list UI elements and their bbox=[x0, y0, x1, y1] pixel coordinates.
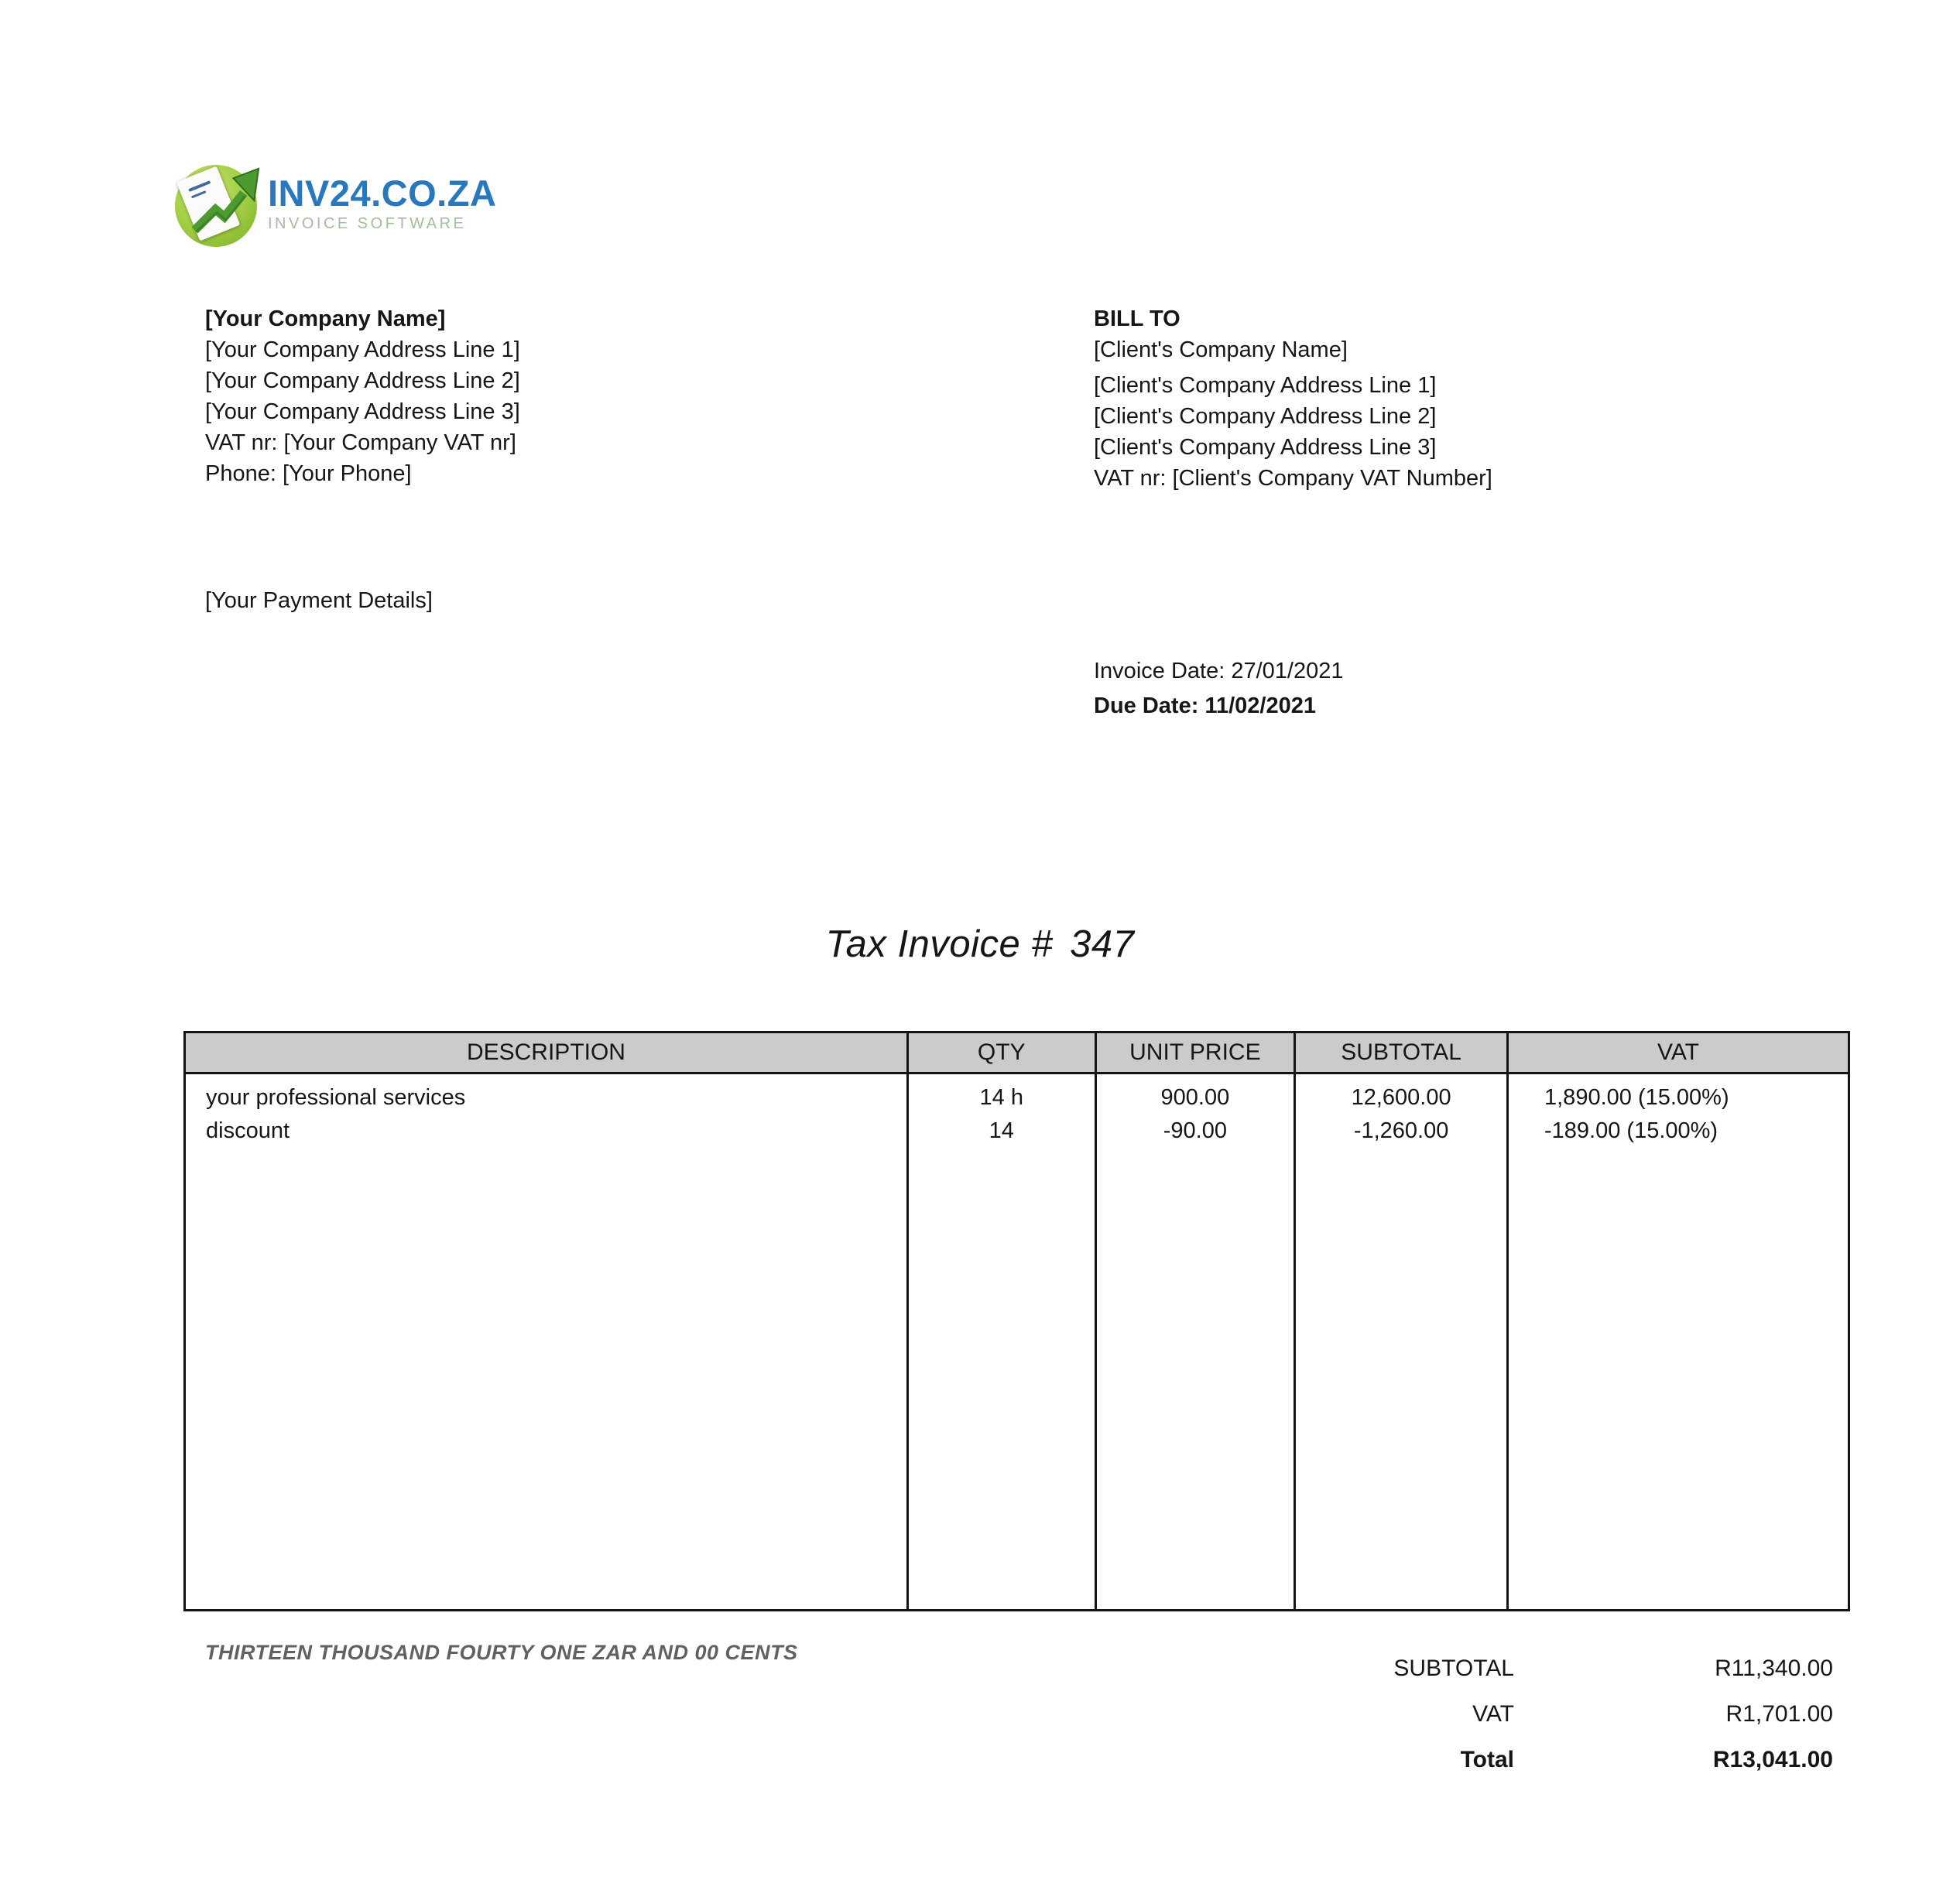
dates-block bbox=[1094, 654, 1343, 724]
invoice-number: 347 bbox=[1070, 923, 1135, 965]
amount-in-words: THIRTEEN THOUSAND FOURTY ONE ZAR AND 00 CENTS bbox=[205, 1641, 798, 1664]
company-address-line-3: [Your Company Address Line 3] bbox=[205, 399, 520, 424]
subtotal-label: SUBTOTAL bbox=[1393, 1655, 1514, 1681]
bill-to-block bbox=[1094, 303, 1492, 494]
row-qty: 14 h bbox=[979, 1085, 1023, 1110]
invoice-title bbox=[0, 923, 1960, 966]
total-row bbox=[1136, 1737, 1833, 1782]
items-table bbox=[183, 1031, 1850, 1611]
row-description: your professional services bbox=[206, 1085, 466, 1110]
column-description bbox=[186, 1074, 909, 1609]
due-date: Due Date: 11/02/2021 bbox=[1094, 693, 1316, 718]
row-unit-price: -90.00 bbox=[1163, 1118, 1227, 1143]
client-vat: VAT nr: [Client's Company VAT Number] bbox=[1094, 466, 1492, 491]
client-address-line-1: [Client's Company Address Line 1] bbox=[1094, 373, 1437, 398]
row-vat: 1,890.00 (15.00%) bbox=[1544, 1085, 1729, 1110]
total-value: R13,041.00 bbox=[1712, 1746, 1833, 1772]
company-address-line-1: [Your Company Address Line 1] bbox=[205, 337, 520, 362]
column-subtotal bbox=[1296, 1074, 1509, 1609]
client-address-line-3: [Client's Company Address Line 3] bbox=[1094, 435, 1437, 460]
company-block bbox=[205, 303, 520, 489]
company-phone: Phone: [Your Phone] bbox=[205, 461, 412, 486]
row-unit-price: 900.00 bbox=[1160, 1085, 1230, 1110]
invoice-title-label: Tax Invoice # bbox=[825, 923, 1054, 965]
subtotal-row bbox=[1136, 1645, 1833, 1691]
row-description: discount bbox=[206, 1118, 290, 1143]
row-subtotal: -1,260.00 bbox=[1353, 1118, 1449, 1143]
header-qty: QTY bbox=[909, 1033, 1097, 1074]
bill-to-heading: BILL TO bbox=[1094, 306, 1180, 331]
invoice-date: Invoice Date: 27/01/2021 bbox=[1094, 659, 1344, 683]
growth-arrow-icon bbox=[186, 165, 260, 239]
brand-tagline: INVOICE SOFTWARE bbox=[268, 215, 467, 232]
row-subtotal: 12,600.00 bbox=[1351, 1085, 1451, 1110]
inv24-logo bbox=[175, 165, 496, 247]
company-vat: VAT nr: [Your Company VAT nr] bbox=[205, 430, 516, 455]
vat-value: R1,701.00 bbox=[1725, 1700, 1833, 1727]
row-qty: 14 bbox=[989, 1118, 1014, 1143]
subtotal-value: R11,340.00 bbox=[1715, 1655, 1833, 1681]
totals-block bbox=[1136, 1645, 1833, 1782]
client-address-line-2: [Client's Company Address Line 2] bbox=[1094, 404, 1437, 429]
company-name: [Your Company Name] bbox=[205, 306, 446, 331]
brand-name: INV24.CO.ZA bbox=[268, 173, 497, 214]
column-unit-price bbox=[1097, 1074, 1297, 1609]
header-vat: VAT bbox=[1509, 1033, 1848, 1074]
company-address-line-2: [Your Company Address Line 2] bbox=[205, 368, 520, 393]
column-vat bbox=[1509, 1074, 1848, 1609]
header-unit-price: UNIT PRICE bbox=[1097, 1033, 1297, 1074]
payment-details: [Your Payment Details] bbox=[205, 588, 433, 613]
column-qty bbox=[909, 1074, 1097, 1609]
vat-row bbox=[1136, 1691, 1833, 1737]
header-subtotal: SUBTOTAL bbox=[1296, 1033, 1509, 1074]
vat-label: VAT bbox=[1472, 1700, 1514, 1727]
row-vat: -189.00 (15.00%) bbox=[1544, 1118, 1718, 1143]
header-description: DESCRIPTION bbox=[186, 1033, 909, 1074]
total-label: Total bbox=[1460, 1746, 1514, 1772]
client-name: [Client's Company Name] bbox=[1094, 337, 1348, 362]
inv24-logo-icon bbox=[175, 165, 257, 247]
